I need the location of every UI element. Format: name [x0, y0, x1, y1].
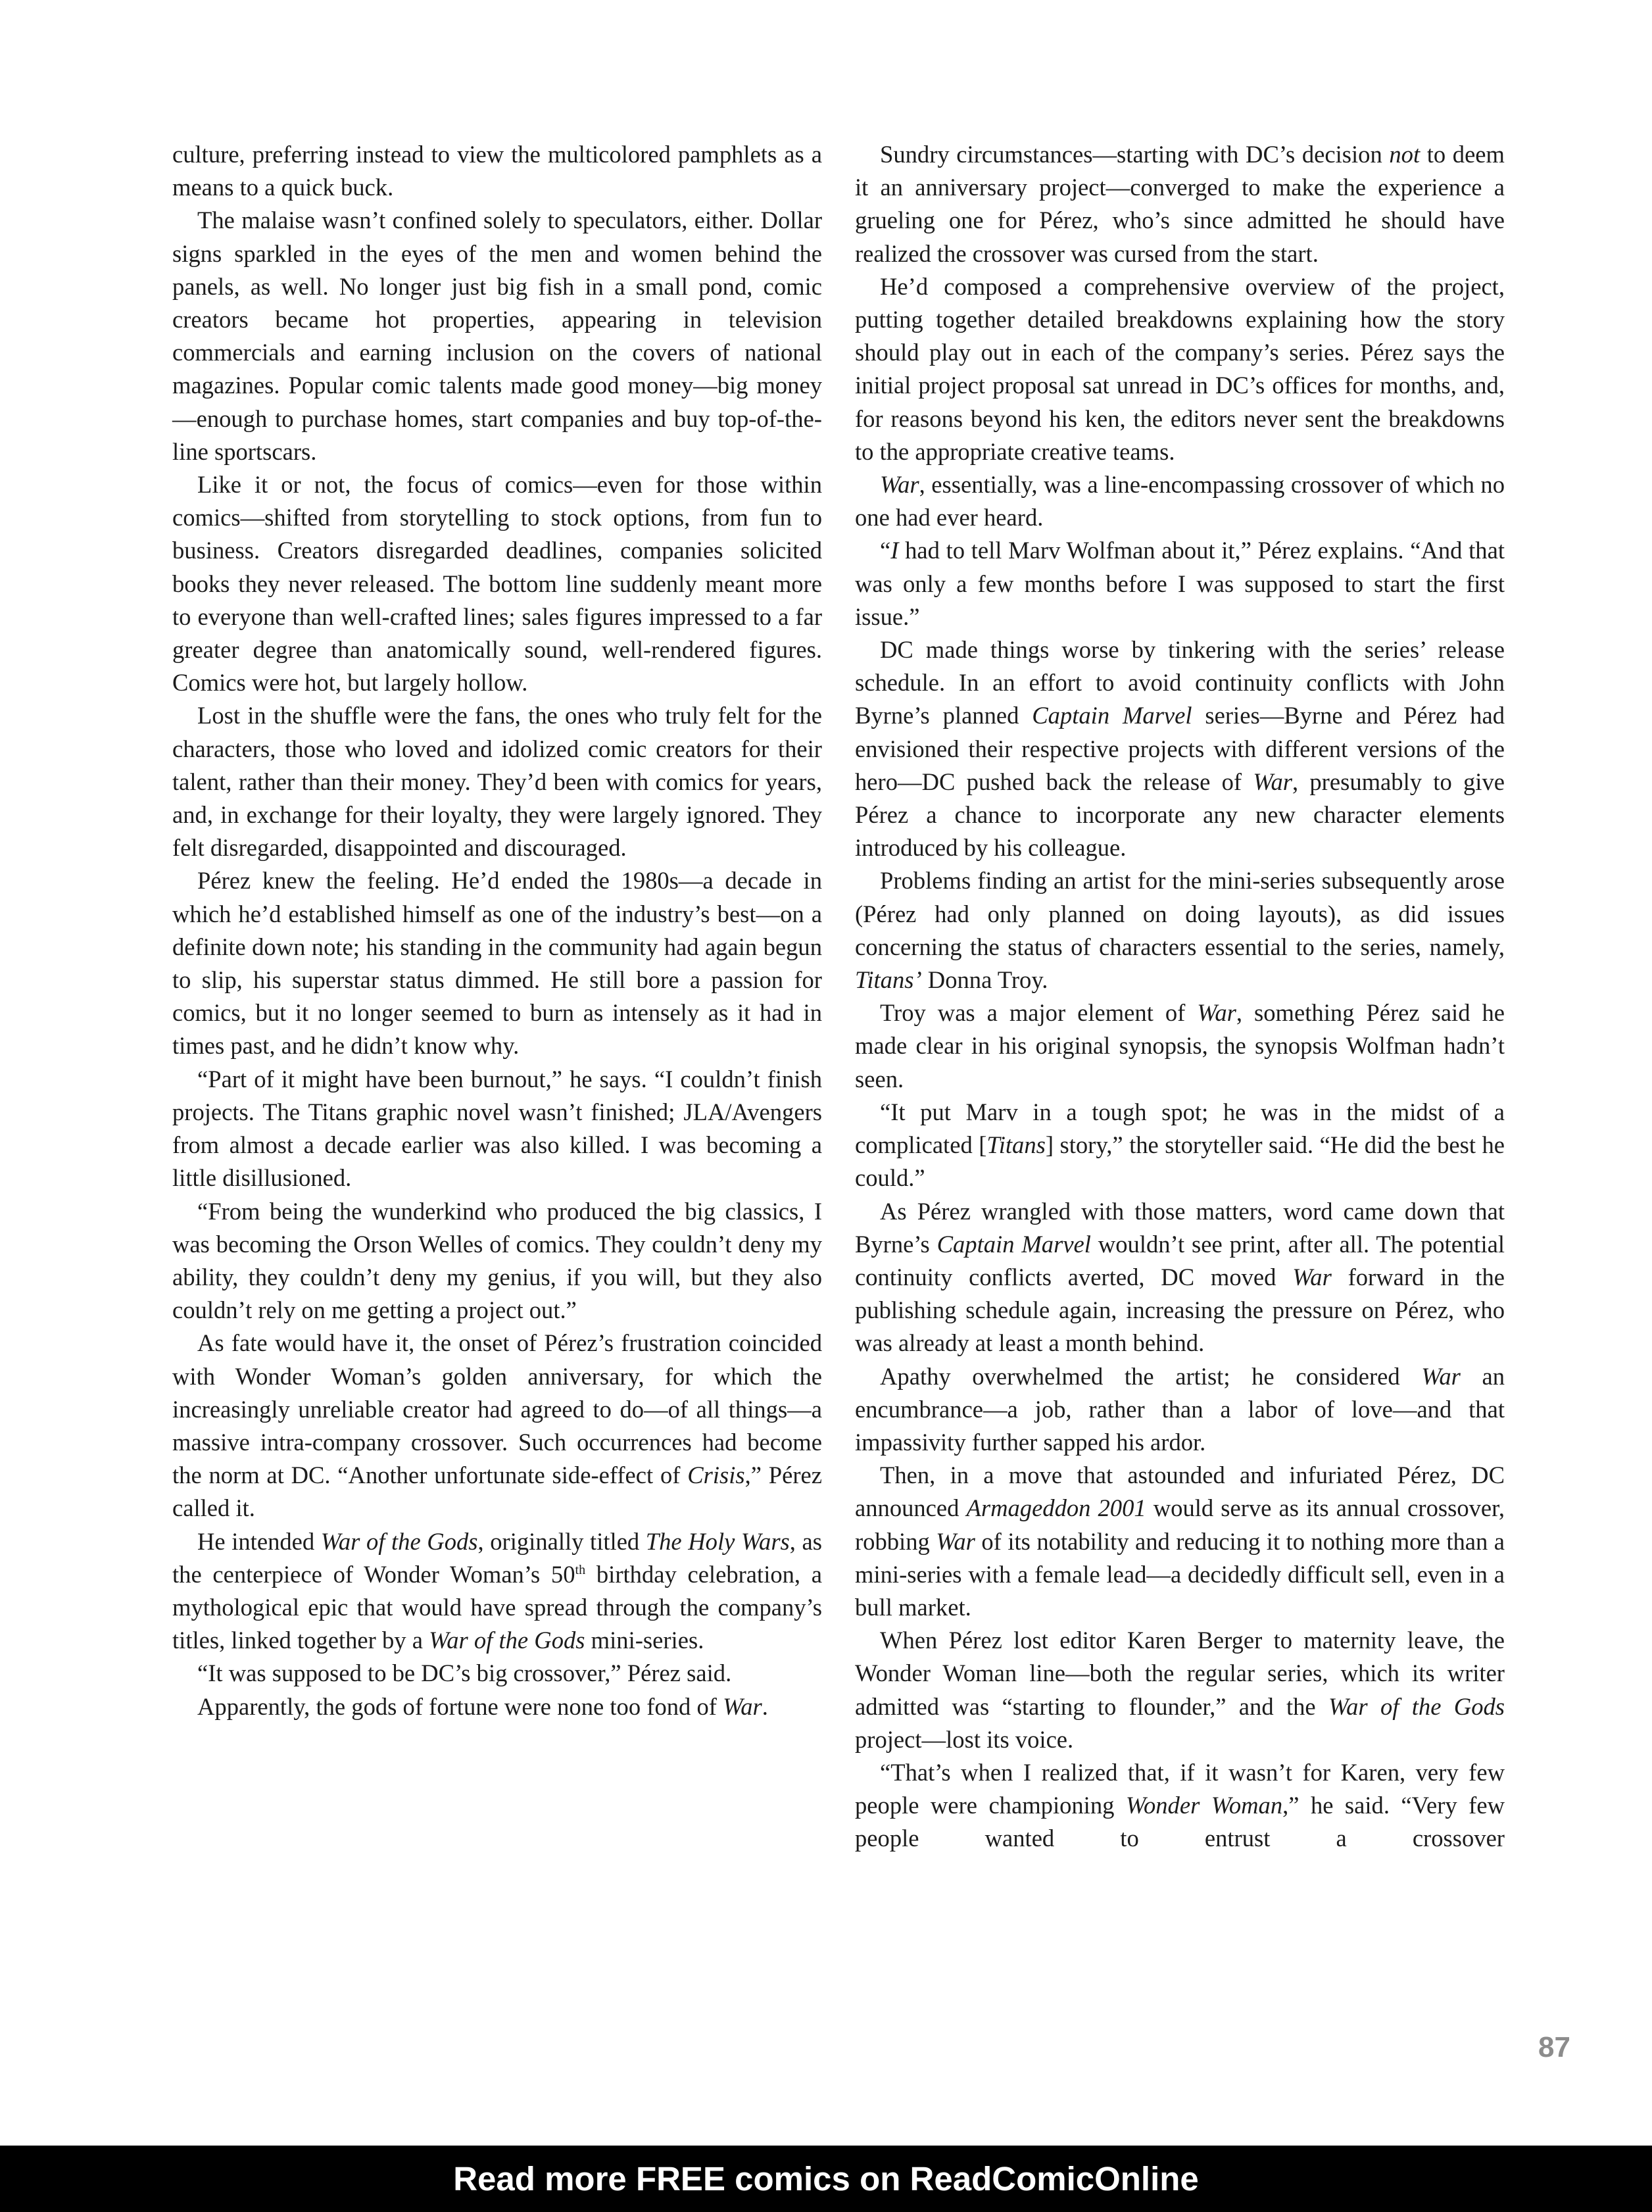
text-run: Then, in a move that astounded and infuriated Pérez, DC announced [855, 1462, 1505, 1522]
text-run: , something Pérez said he made clear in his original synopsis, the synopsis Wolfman hadn’t seen. [855, 999, 1505, 1093]
italic-title: War [880, 471, 919, 499]
text-run: , originally titled [477, 1527, 646, 1555]
paragraph [855, 138, 1505, 270]
italic-title: War [1197, 999, 1236, 1027]
text-run: ,” Pérez called it. [172, 1462, 822, 1522]
paragraph: “It was supposed to be DC’s big crossover,” Pérez said. [197, 1659, 732, 1687]
paragraph [172, 1690, 822, 1723]
italic-word: I [890, 537, 899, 564]
italic-title: War [1253, 768, 1292, 795]
italic-word: not [1389, 141, 1421, 168]
italic-title: The Holy Wars [645, 1527, 790, 1555]
right-column [855, 138, 1505, 1856]
text-run: “ [880, 537, 891, 564]
paragraph: Pérez knew the feeling. He’d ended the 1980s—a decade in which he’d established himself as one of the industry’s best—on a definite down note; his standing in the community had again begun to slip, his superstar status dimmed. He still bore a passion for comics, but it no longer seemed to burn as intensely as it had in times past, and he didn’t know why. [172, 867, 822, 1060]
text-run: DC made things worse by tinkering with the series’ release schedule. In an effort to avoid continuity conflicts with John Byrne’s planned [855, 636, 1505, 729]
text-run: ,” he said. “Very few people wanted to entrust a crossover [855, 1792, 1505, 1852]
italic-title: Armageddon 2001 [966, 1494, 1146, 1522]
text-run: When Pérez lost editor Karen Berger to maternity leave, the Wonder Woman line—both the regular series, which its writer admitted was “starting to flounder,” and the [855, 1627, 1505, 1720]
text-run: of its notability and reducing it to nothing more than a mini-series with a female lead—a decidedly difficult sell, even in a bull market. [855, 1527, 1505, 1621]
italic-title: War [936, 1527, 975, 1555]
text-run: Troy was a major element of [880, 999, 1198, 1027]
text-run: , as the centerpiece of Wonder Woman’s 50 [172, 1527, 822, 1588]
paragraph [855, 1096, 1505, 1195]
left-column [172, 138, 822, 1723]
text-run: He intended [197, 1527, 321, 1555]
promo-banner-text[interactable]: Read more FREE comics on ReadComicOnline [453, 2160, 1199, 2198]
promo-banner[interactable] [0, 2146, 1652, 2212]
text-run: Apparently, the gods of fortune were none too fond of [197, 1692, 723, 1720]
italic-title: Titans [986, 1131, 1046, 1159]
paragraph [855, 1459, 1505, 1624]
paragraph: Lost in the shuffle were the fans, the ones who truly felt for the characters, those who loved and idolized comic creators for their talent, rather than their money. They’d been with comics for years, and, in exchange for their loyalty, they were largely ignored. They felt disregarded, disappointed and discouraged. [172, 702, 822, 862]
text-run: birthday celebration, a mythological epic that would have spread through the company’s titles, linked together by a [172, 1560, 823, 1654]
paragraph: The malaise wasn’t confined solely to speculators, either. Dollar signs sparkled in the eyes of the men and women behind the panels, as well. No longer just big fish in a small pond, comic creators became hot properties, appearing in television commercials and earning inclusion on the covers of national magazines. Popular comic talents made good money—big money—enough to purchase homes, start companies and buy top-of-the-line sportscars. [172, 207, 822, 465]
paragraph [855, 996, 1505, 1096]
italic-title: Captain Marvel [936, 1230, 1091, 1258]
paragraph [855, 468, 1505, 534]
text-run: ] story,” the storyteller said. “He did the best he could.” [855, 1131, 1505, 1192]
text-run: Problems finding an artist for the mini-series subsequently arose (Pérez had only planned on doing layouts), as did issues concerning the status of characters essential to the series, namely, [855, 867, 1505, 960]
italic-title: War [723, 1692, 762, 1720]
italic-title: Wonder Woman [1125, 1792, 1283, 1819]
text-run: . [762, 1692, 768, 1720]
italic-title: Crisis [687, 1462, 745, 1489]
text-run: mini-series. [585, 1627, 704, 1654]
text-run: , presumably to give Pérez a chance to incorporate any new character elements introduced by his colleague. [855, 768, 1505, 862]
paragraph [855, 1195, 1505, 1360]
text-run: had to tell Marv Wolfman about it,” Pérez explains. “And that was only a few months before I was supposed to start the first issue.” [855, 537, 1505, 630]
paragraph [855, 1360, 1505, 1460]
text-run: an encumbrance—a job, rather than a labor of love—and that impassivity further sapped his ardor. [855, 1362, 1505, 1456]
paragraph [855, 633, 1505, 864]
text-run: to deem it an anniversary project—converged to make the experience a grueling one for Pérez, who’s since admitted he should have realized the crossover was cursed from the start. [855, 141, 1505, 267]
italic-title: War of the Gods [429, 1627, 585, 1654]
text-run: project—lost its voice. [855, 1725, 1074, 1753]
text-run: would serve as its annual crossover, robbing [855, 1494, 1505, 1555]
text-run: wouldn’t see print, after all. The potential continuity conflicts averted, DC moved [855, 1230, 1505, 1290]
text-run: Apathy overwhelmed the artist; he considered [880, 1362, 1422, 1390]
paragraph: He’d composed a comprehensive overview of the project, putting together detailed breakdowns explaining how the story should play out in each of the company’s series. Pérez says the initial project proposal sat unread in DC’s offices for months, and, for reasons beyond his ken, the editors never sent the breakdowns to the appropriate creative teams. [855, 272, 1505, 465]
paragraph: “Part of it might have been burnout,” he says. “I couldn’t finish projects. The Titans graphic novel wasn’t finished; JLA/Avengers from almost a decade earlier was also killed. I was becoming a little disillusioned. [172, 1065, 822, 1192]
text-run: “That’s when I realized that, if it wasn’t for Karen, very few people were championing [855, 1758, 1505, 1819]
text-run: , essentially, was a line-encompassing crossover of which no one had ever heard. [855, 471, 1505, 531]
paragraph [172, 1525, 822, 1658]
paragraph [855, 534, 1505, 633]
paragraph: culture, preferring instead to view the multicolored pamphlets as a means to a quick buck. [172, 141, 822, 201]
italic-title: War [1421, 1362, 1461, 1390]
text-run: Donna Troy. [921, 966, 1048, 994]
italic-title: War [1292, 1263, 1332, 1290]
text-run: series—Byrne and Pérez had envisioned their respective projects with different versions of the hero—DC pushed back the release of [855, 702, 1505, 795]
text-run: Sundry circumstances—starting with DC’s decision [880, 141, 1390, 168]
italic-title: War of the Gods [1328, 1692, 1505, 1720]
text-run: “It put Marv in a tough spot; he was in the midst of a complicated [ [855, 1098, 1505, 1159]
paragraph [855, 1624, 1505, 1756]
italic-title: Titans’ [855, 966, 922, 994]
paragraph [172, 1327, 822, 1525]
paragraph [855, 864, 1505, 996]
page-number: 87 [1538, 2031, 1570, 2063]
italic-title: Captain Marvel [1032, 702, 1192, 729]
paragraph: “From being the wunderkind who produced the big classics, I was becoming the Orson Welles of comics. They couldn’t deny my ability, they couldn’t deny my genius, if you will, but they also couldn’t rely on me getting a project out.” [172, 1197, 822, 1324]
superscript: th [575, 1562, 586, 1577]
text-run: forward in the publishing schedule again, increasing the pressure on Pérez, who was already at least a month behind. [855, 1263, 1505, 1357]
text-run: As Pérez wrangled with those matters, word came down that Byrne’s [855, 1197, 1505, 1258]
text-run: As fate would have it, the onset of Pérez’s frustration coincided with Wonder Woman’s golden anniversary, for which the increasingly unreliable creator had agreed to do—of all things—a massive intra-company crossover. Such occurrences had become the norm at DC. “Another unfortunate side-effect of [172, 1329, 822, 1489]
italic-title: War of the Gods [320, 1527, 478, 1555]
paragraph [855, 1756, 1505, 1856]
paragraph: Like it or not, the focus of comics—even for those within comics—shifted from storytelling to stock options, from fun to business. Creators disregarded deadlines, companies solicited books they never released. The bottom line suddenly meant more to everyone than well-crafted lines; sales figures impressed to a far greater degree than anatomically sound, well-rendered figures. Comics were hot, but largely hollow. [172, 471, 822, 697]
